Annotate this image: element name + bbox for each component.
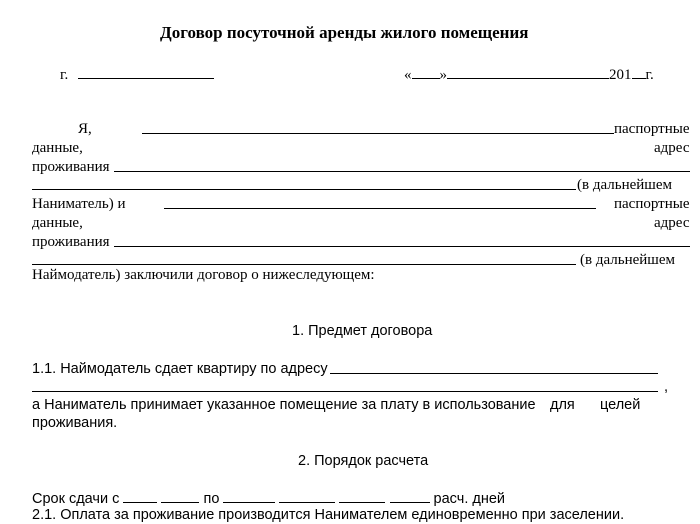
month-blank[interactable] — [447, 64, 609, 79]
term-from-day-blank[interactable] — [123, 488, 157, 503]
landlord-address-blank[interactable] — [114, 246, 690, 247]
clause-1-1-label: 1.1. Наймодатель сдает квартиру по адресу — [32, 361, 328, 377]
year-prefix: 201 — [609, 67, 632, 83]
year-suffix: г. — [645, 67, 654, 83]
passport-label-2: паспортные — [614, 196, 690, 212]
date-open-quote: « — [404, 67, 412, 83]
term-to-month-blank[interactable] — [279, 488, 335, 503]
section-2-heading: 2. Порядок расчета — [298, 453, 429, 469]
hereinafter-1: (в дальнейшем — [577, 177, 672, 193]
section-1-heading: 1. Предмет договора — [292, 323, 433, 339]
year-blank[interactable] — [632, 64, 646, 79]
passport-label: паспортные — [614, 121, 690, 137]
term-label: Срок сдачи с — [32, 491, 120, 507]
date-mid-quote: » — [439, 67, 447, 83]
tenant-accepts-for: для — [550, 397, 575, 413]
apartment-address-blank[interactable] — [330, 373, 658, 374]
tenant-accepts-end: проживания. — [32, 415, 118, 431]
landlord-name-blank[interactable] — [164, 208, 596, 209]
term-days-label: расч. дней — [433, 491, 506, 507]
data-label-2: данные, — [32, 215, 83, 231]
address-label-2: адрес — [654, 215, 690, 231]
residence-label-2: проживания — [32, 234, 110, 250]
tenant-name-blank[interactable] — [142, 133, 614, 134]
term-days-extra-blank[interactable] — [390, 488, 430, 503]
address-comma: , — [664, 379, 669, 395]
term-days-count-blank[interactable] — [339, 488, 385, 503]
residence-label: проживания — [32, 159, 110, 175]
tenant-address-blank-2[interactable] — [32, 189, 576, 190]
apartment-address-blank-2[interactable] — [32, 391, 658, 392]
day-blank[interactable] — [412, 64, 440, 79]
term-from-month-blank[interactable] — [161, 488, 199, 503]
landlord-address-blank-2[interactable] — [32, 264, 576, 265]
document-title: Договор посуточной аренды жилого помещения — [160, 23, 529, 42]
city-line — [60, 64, 214, 84]
address-label: адрес — [654, 140, 690, 156]
hereinafter-2: (в дальнейшем — [580, 252, 675, 268]
city-prefix: г. — [60, 67, 69, 83]
tenant-accepts-purpose: целей — [600, 397, 641, 413]
i-label: Я, — [78, 121, 92, 137]
landlord-concluded-text: Наймодатель) заключили договор о нижеследующем: — [32, 267, 375, 283]
tenant-and-label: Наниматель) и — [32, 196, 126, 212]
clause-2-1: 2.1. Оплата за проживание производится Нанимателем единовременно при заселении. — [32, 507, 625, 523]
date-line — [404, 64, 654, 84]
tenant-address-blank[interactable] — [114, 171, 690, 172]
tenant-accepts-text: а Наниматель принимает указанное помещение за плату в использование — [32, 397, 536, 413]
term-to-label: по — [203, 491, 220, 507]
data-label: данные, — [32, 140, 83, 156]
term-line — [32, 488, 505, 508]
city-blank[interactable] — [78, 64, 214, 79]
term-to-day-blank[interactable] — [223, 488, 275, 503]
